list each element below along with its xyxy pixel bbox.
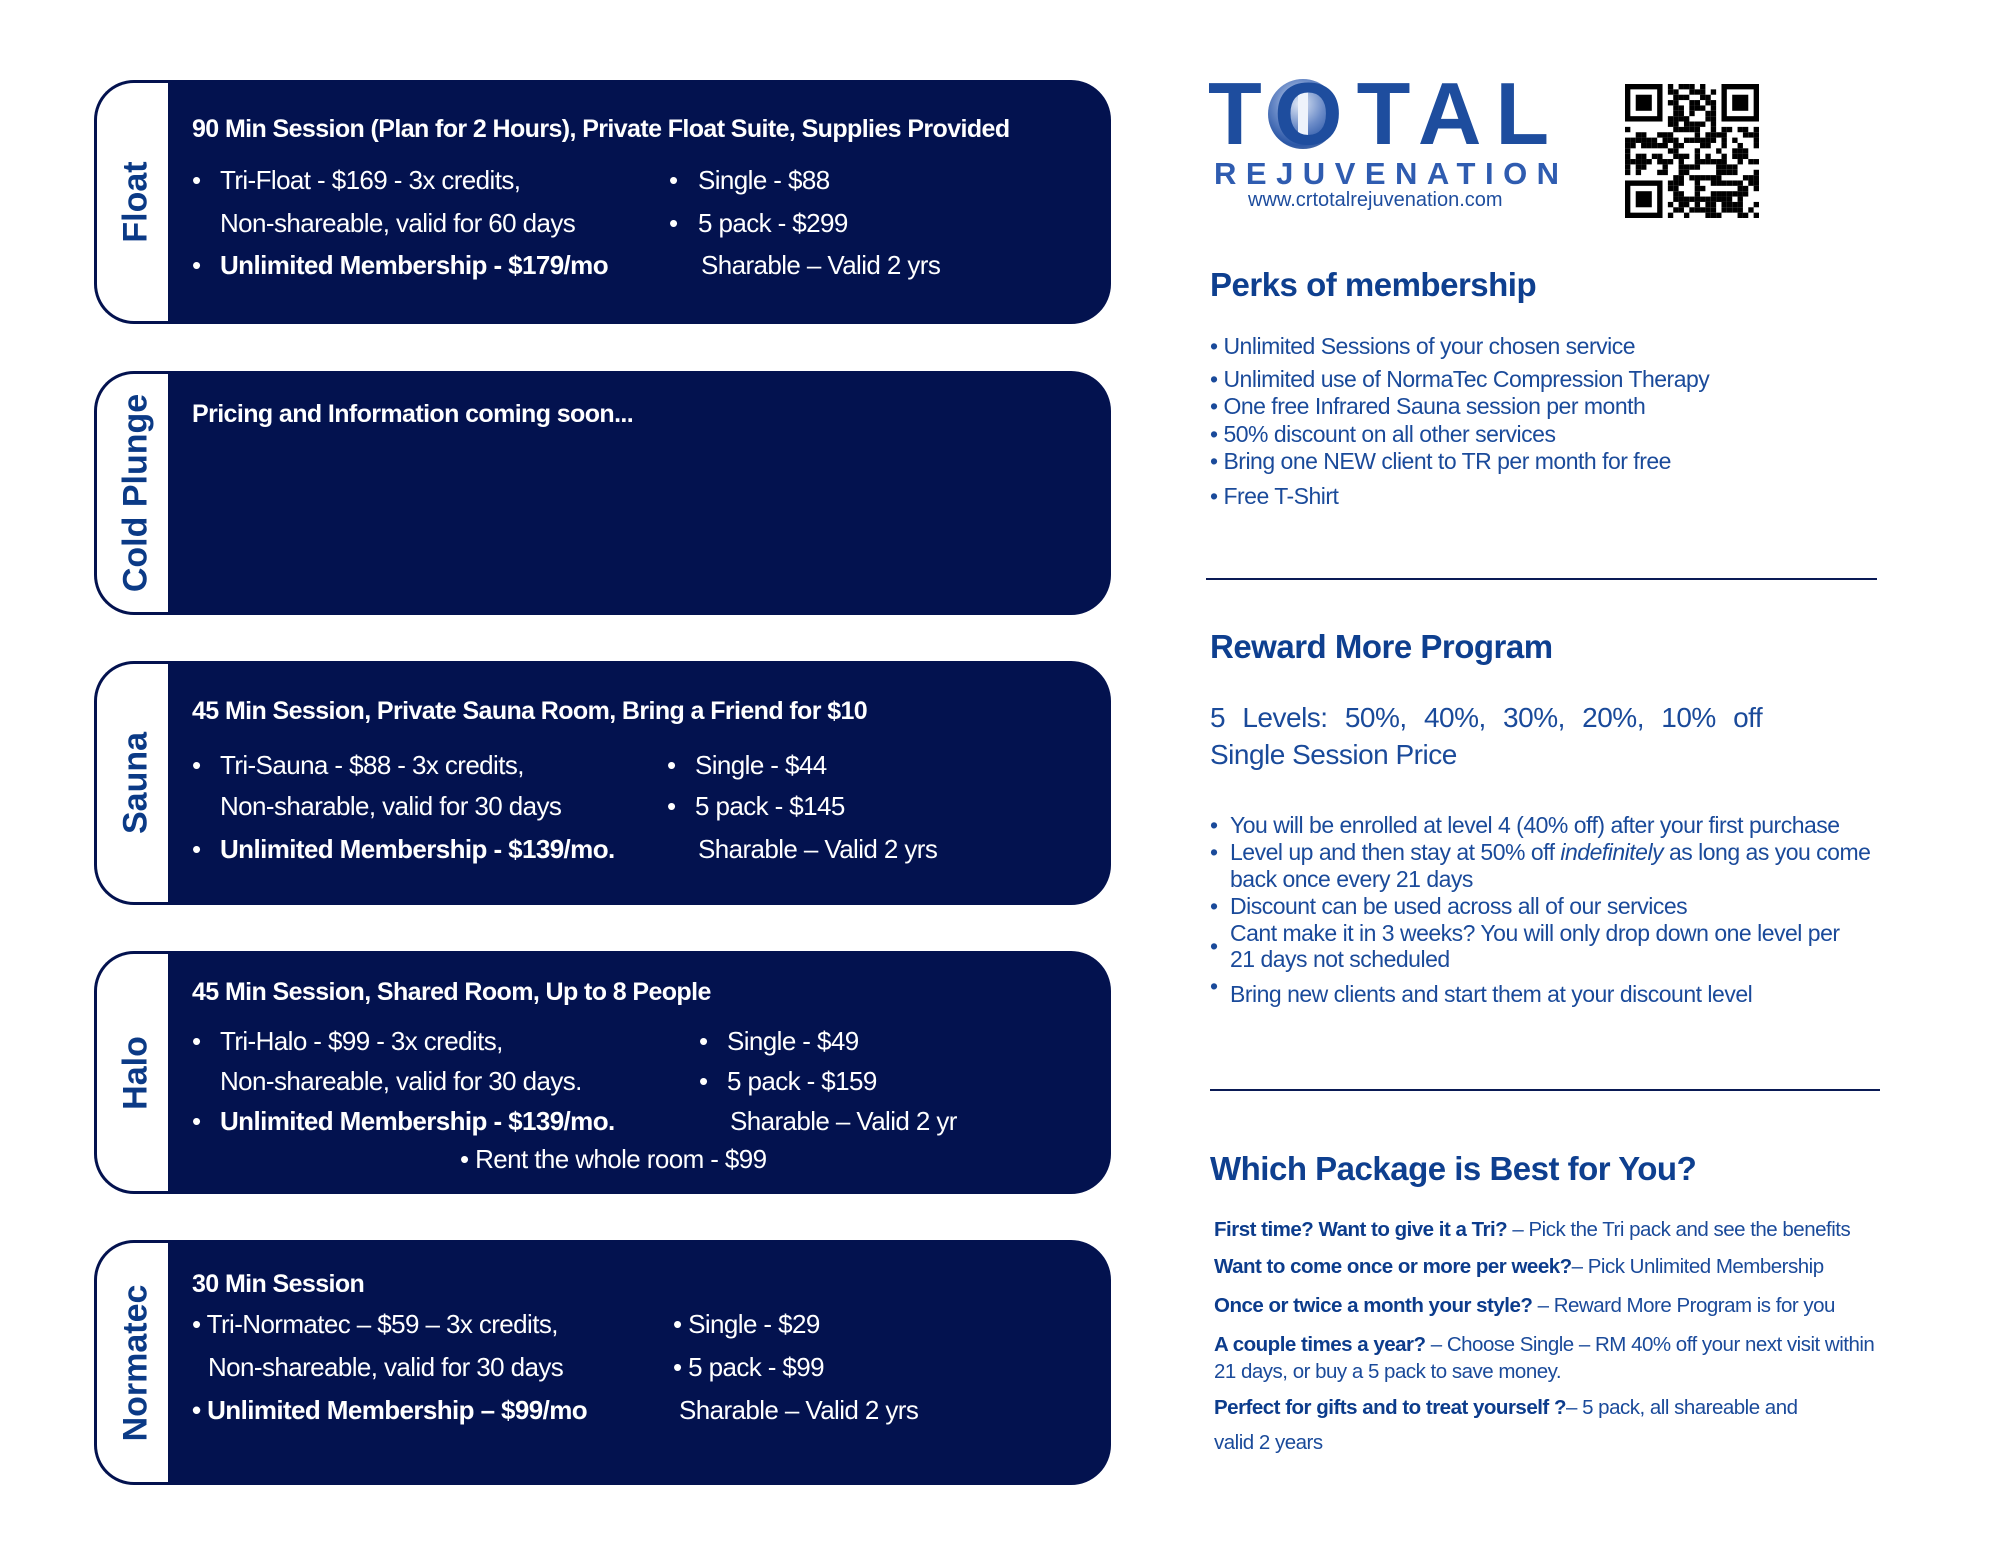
reward-item: Cant make it in 3 weeks? You will only drop down one level per — [1230, 920, 1840, 946]
package-tip — [1214, 1394, 1798, 1422]
five-pack-price: 5 pack - $159 — [727, 1066, 877, 1096]
package-tip — [1214, 1216, 1850, 1244]
halo-card — [94, 951, 1111, 1194]
bullet: • — [192, 834, 201, 864]
tip-answer: – Reward More Program is for you — [1532, 1294, 1835, 1317]
card-heading: 90 Min Session (Plan for 2 Hours), Private Float Suite, Supplies Provided — [192, 115, 1010, 143]
bullet: • — [192, 1106, 201, 1136]
sauna-tab — [94, 661, 174, 905]
logo — [1208, 64, 1569, 216]
perk-item: • 50% discount on all other services — [1210, 421, 1556, 447]
bullet: • — [669, 165, 678, 195]
tri-pack: • Tri-Normatec – $59 – 3x credits, — [192, 1309, 558, 1339]
card-heading: 45 Min Session, Shared Room, Up to 8 People — [192, 978, 711, 1006]
membership: Unlimited Membership - $139/mo. — [220, 834, 615, 864]
five-pack-detail: Sharable – Valid 2 yrs — [701, 250, 941, 280]
float-tab — [94, 80, 174, 324]
bullet: • — [699, 1066, 708, 1096]
bullet: • — [699, 1026, 708, 1056]
package-tip — [1214, 1331, 1874, 1359]
single-price: • Single - $29 — [673, 1309, 820, 1339]
tip-question: A couple times a year? — [1214, 1333, 1426, 1356]
card-body — [168, 951, 1111, 1194]
normatec-card — [94, 1240, 1111, 1485]
reward-item: Discount can be used across all of our services — [1230, 893, 1688, 919]
reward-item-cont: back once every 21 days — [1230, 866, 1473, 892]
perks-title: Perks of membership — [1210, 266, 1537, 303]
five-pack-price: • 5 pack - $99 — [673, 1352, 825, 1382]
five-pack-detail: Sharable – Valid 2 yr — [730, 1106, 957, 1136]
tip-answer: – Choose Single – RM 40% off your next visit within — [1425, 1333, 1875, 1356]
float-card — [94, 80, 1111, 324]
tab-label: Halo — [116, 1035, 154, 1110]
membership: Unlimited Membership - $139/mo. — [220, 1106, 615, 1136]
card-body — [168, 661, 1111, 905]
tab-label: Float — [116, 161, 154, 243]
bullet: • — [1210, 933, 1218, 959]
bullet: • — [192, 1026, 201, 1056]
single-price: Single - $88 — [698, 165, 830, 195]
card-heading: 45 Min Session, Private Sauna Room, Bring a Friend for $10 — [192, 697, 868, 725]
halo-tab — [94, 951, 174, 1194]
text: Level up and then stay at 50% off — [1230, 839, 1561, 865]
tab-label: Cold Plunge — [116, 393, 154, 593]
reward-item-cont: 21 days not scheduled — [1230, 946, 1450, 972]
single-price: Single - $44 — [695, 750, 827, 780]
reward-title: Reward More Program — [1210, 628, 1553, 665]
tri-pack-detail: Non-shareable, valid for 60 days — [220, 208, 576, 238]
cold-plunge-card — [94, 371, 1111, 615]
tri-pack-detail: Non-shareable, valid for 30 days — [208, 1352, 564, 1382]
package-tip-cont: valid 2 years — [1214, 1431, 1323, 1454]
normatec-tab — [94, 1240, 174, 1485]
logo-total: TOTAL — [1208, 64, 1564, 163]
which-title: Which Package is Best for You? — [1210, 1150, 1697, 1187]
membership: • Unlimited Membership – $99/mo — [192, 1395, 588, 1425]
perk-item: • Free T-Shirt — [1210, 483, 1339, 509]
logo-rejuvenation: REJUVENATION — [1214, 156, 1569, 191]
five-pack-price: 5 pack - $299 — [698, 208, 848, 238]
tab-label: Normatec — [116, 1284, 154, 1441]
bullet: • — [192, 165, 201, 195]
bullet: • — [192, 250, 201, 280]
card-body — [168, 1240, 1111, 1485]
tip-question: Perfect for gifts and to treat yourself ? — [1214, 1396, 1566, 1419]
tri-pack: Tri-Float - $169 - 3x credits, — [220, 165, 521, 195]
reward-item: You will be enrolled at level 4 (40% off) after your first purchase — [1230, 812, 1840, 838]
tri-pack-detail: Non-sharable, valid for 30 days — [220, 791, 562, 821]
tab-label: Sauna — [116, 731, 154, 835]
bullet: • — [667, 791, 676, 821]
tri-pack: Tri-Sauna - $88 - 3x credits, — [220, 750, 524, 780]
perk-item: • One free Infrared Sauna session per month — [1210, 393, 1646, 419]
tri-pack-detail: Non-shareable, valid for 30 days. — [220, 1066, 582, 1096]
divider — [1210, 1089, 1880, 1091]
tip-question: First time? Want to give it a Tri? — [1214, 1218, 1508, 1241]
perk-item: • Unlimited use of NormaTec Compression Therapy — [1210, 366, 1710, 392]
cold-plunge-tab — [94, 371, 174, 615]
tip-question: Want to come once or more per week? — [1214, 1255, 1572, 1278]
reward-item — [1230, 838, 1870, 866]
reward-levels: 5 Levels: 50%, 40%, 30%, 20%, 10% off — [1210, 702, 1763, 733]
emphasis: indefinitely — [1560, 839, 1664, 865]
membership: Unlimited Membership - $179/mo — [220, 250, 608, 280]
card-body — [168, 80, 1111, 324]
text: as long as you come — [1663, 839, 1871, 865]
divider — [1206, 578, 1877, 580]
tip-answer: – Pick Unlimited Membership — [1571, 1255, 1824, 1278]
card-heading: Pricing and Information coming soon... — [192, 400, 634, 428]
bullet: • — [669, 208, 678, 238]
bullet: • — [667, 750, 676, 780]
five-pack-detail: Sharable – Valid 2 yrs — [679, 1395, 919, 1425]
five-pack-detail: Sharable – Valid 2 yrs — [698, 834, 938, 864]
bullet: • — [1210, 973, 1218, 999]
reward-levels-sub: Single Session Price — [1210, 739, 1457, 770]
bullet: • — [1210, 893, 1218, 919]
card-heading: 30 Min Session — [192, 1270, 365, 1298]
perk-item: • Bring one NEW client to TR per month for free — [1210, 448, 1671, 474]
bullet: • — [1210, 839, 1218, 865]
rent-room: • Rent the whole room - $99 — [460, 1144, 767, 1174]
package-tip — [1214, 1253, 1824, 1281]
bullet: • — [1210, 812, 1218, 838]
tip-answer: – Pick the Tri pack and see the benefits — [1507, 1218, 1851, 1241]
five-pack-price: 5 pack - $145 — [695, 791, 845, 821]
reward-item: Bring new clients and start them at your discount level — [1230, 981, 1753, 1007]
perk-item: • Unlimited Sessions of your chosen service — [1210, 333, 1636, 359]
single-price: Single - $49 — [727, 1026, 859, 1056]
qr-code[interactable] — [1625, 84, 1759, 218]
sauna-card — [94, 661, 1111, 905]
website-url[interactable]: www.crtotalrejuvenation.com — [1248, 189, 1503, 211]
package-tip — [1214, 1292, 1835, 1320]
tip-question: Once or twice a month your style? — [1214, 1294, 1533, 1317]
package-tip-cont: 21 days, or buy a 5 pack to save money. — [1214, 1360, 1562, 1383]
tri-pack: Tri-Halo - $99 - 3x credits, — [220, 1026, 503, 1056]
card-body — [168, 371, 1111, 615]
bullet: • — [192, 750, 201, 780]
tip-answer: – 5 pack, all shareable and — [1565, 1396, 1798, 1419]
